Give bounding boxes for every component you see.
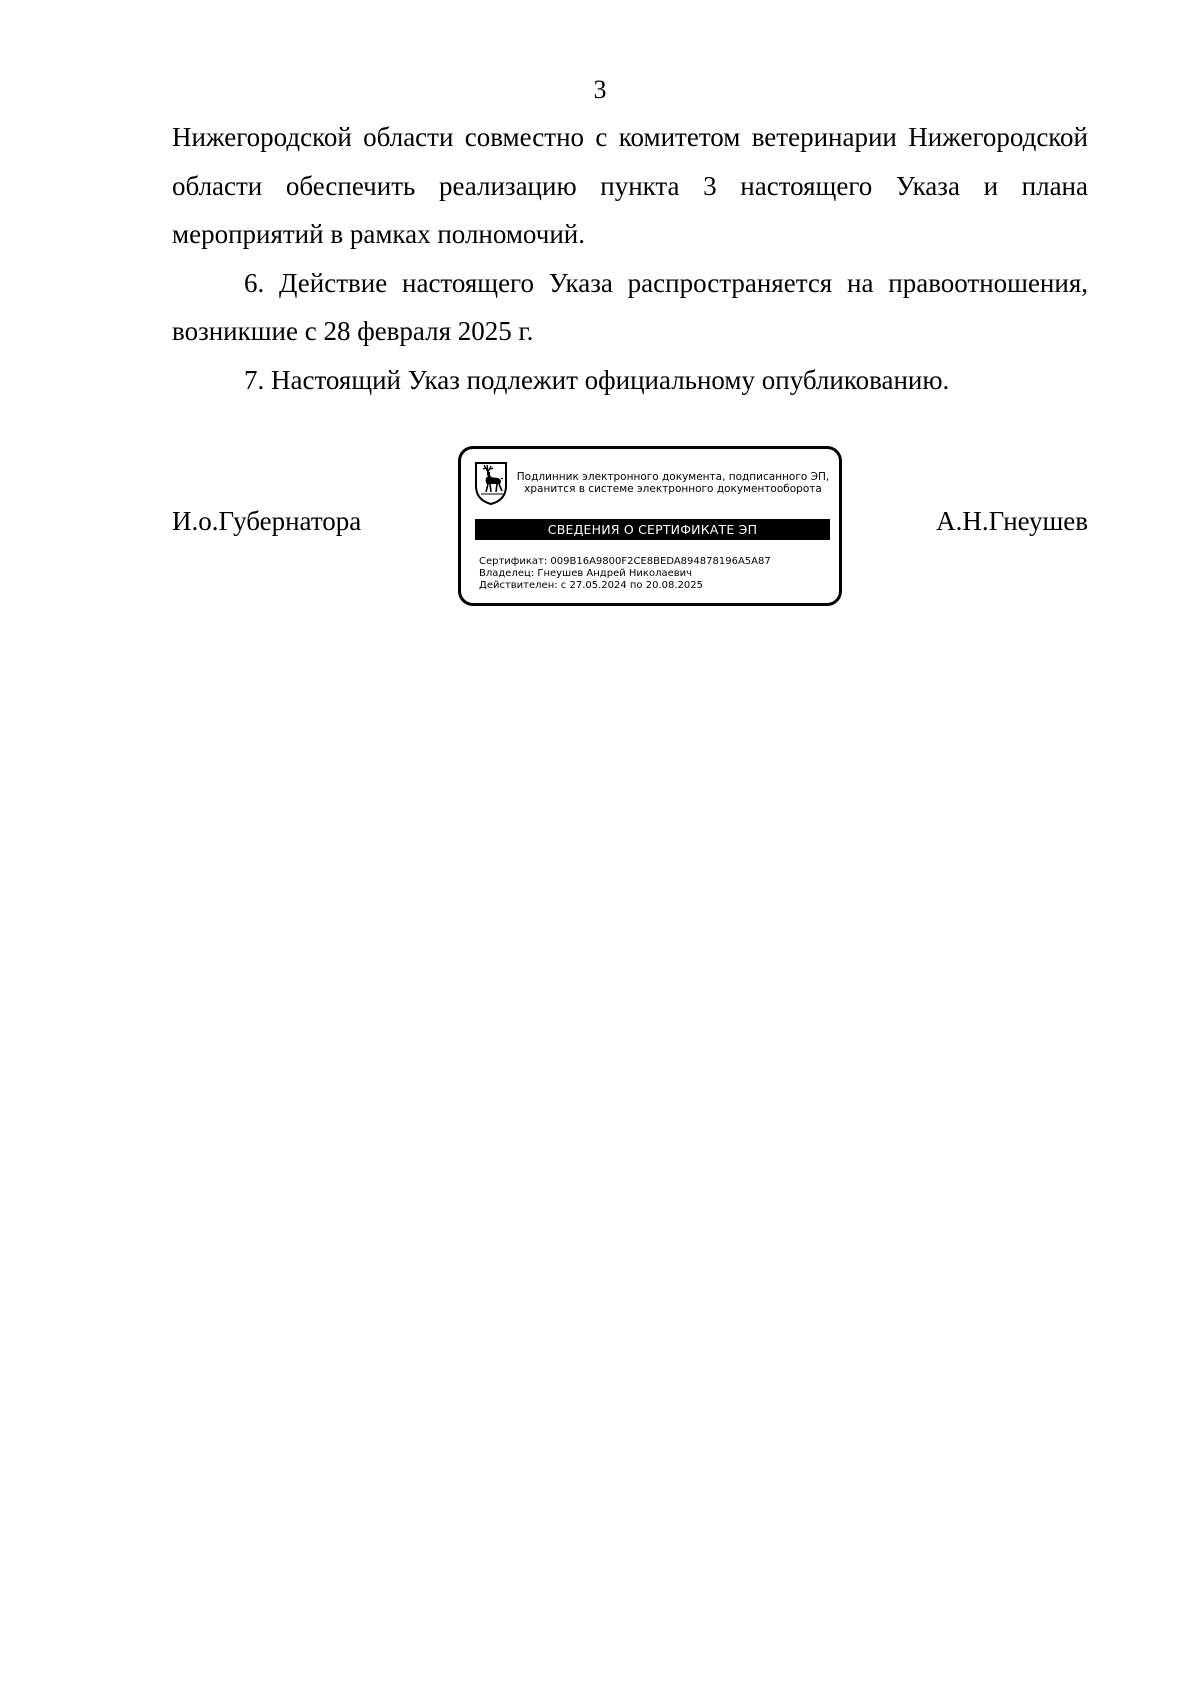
deer-emblem-icon xyxy=(473,460,509,506)
stamp-certificate-banner: СВЕДЕНИЯ О СЕРТИФИКАТЕ ЭП xyxy=(475,519,830,540)
stamp-certificate-details xyxy=(479,556,771,592)
electronic-signature-stamp xyxy=(458,446,842,606)
page-number: 3 xyxy=(593,75,607,104)
paragraph-item-6: 6. Действие настоящего Указа распространяется на правоотношения, возникшие с 28 февраля 2025 г. xyxy=(172,267,1088,346)
stamp-certificate-owner: Владелец: Гнеушев Андрей Николаевич xyxy=(479,568,693,579)
stamp-header-line-1: Подлинник электронного документа, подписанного ЭП, xyxy=(516,471,830,483)
document-body xyxy=(172,113,1088,404)
signature-name: А.Н.Гнеушев xyxy=(936,506,1088,536)
stamp-header-line-2: хранится в системе электронного документооборота xyxy=(524,483,822,495)
stamp-certificate-validity: Действителен: с 27.05.2024 по 20.08.2025 xyxy=(479,580,703,591)
stamp-certificate-number: Сертификат: 009B16A9800F2CE8BEDA894878196A5A87 xyxy=(479,556,771,567)
paragraph-continuation: Нижегородской области совместно с комитетом ветеринарии Нижегородской области обеспечить реализацию пункта 3 настоящего Указа и плана мероприятий в рамках полномочий. xyxy=(172,122,1088,249)
paragraph-item-7: 7. Настоящий Указ подлежит официальному опубликованию. xyxy=(244,364,950,395)
stamp-header xyxy=(513,471,833,495)
signature-position: И.о.Губернатора xyxy=(172,506,362,536)
